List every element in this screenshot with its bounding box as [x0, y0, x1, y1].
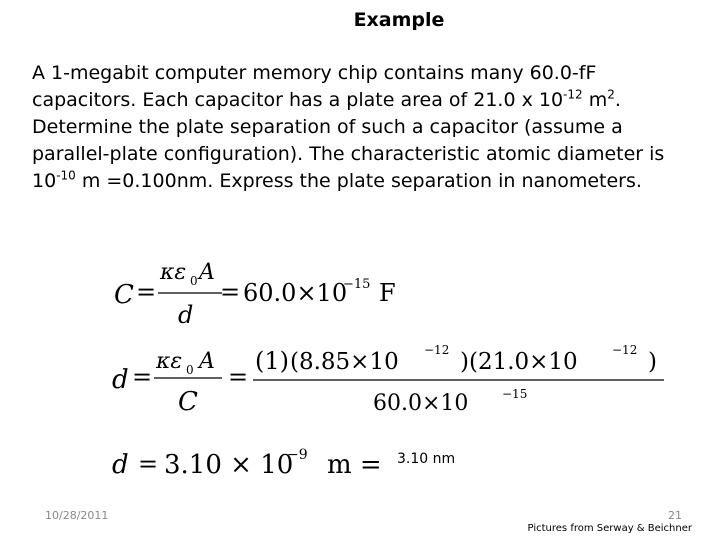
eq2-factor-1: (1)	[255, 347, 289, 375]
problem-text-part: . Determine the plate separation of such a capacitor (assume a parallel-plate configuration). The characteristic atomic diameter is 10	[32, 89, 665, 192]
eq1-denominator: d	[178, 301, 194, 329]
slide-title: Example	[353, 9, 445, 31]
eq2-equals-2: =	[228, 363, 249, 391]
eq1-sub0: 0	[190, 274, 198, 288]
exponent: -12	[563, 87, 583, 102]
eq2-factor-close: )	[648, 349, 657, 375]
eq1-equals: =	[136, 278, 157, 306]
footer-date: 10/28/2011	[45, 509, 109, 522]
page-number: 21	[668, 509, 682, 522]
footer-credit: Pictures from Serway & Beichner	[527, 523, 692, 534]
exponent: -10	[56, 168, 76, 183]
eq3-lhs: d	[112, 450, 129, 480]
eq1-numerator: κε	[160, 260, 187, 285]
result-value: 3.10 nm	[397, 451, 456, 467]
eq2-numerator-a: A	[199, 349, 215, 374]
equation-result	[112, 447, 382, 480]
problem-text-part: A 1-megabit computer memory chip contains many 60.0-fF capacitors. Each capacitor has a plate area of 21.0 x 10	[32, 62, 597, 111]
eq2-sub0: 0	[186, 363, 194, 377]
eq2-denominator-value: 60.0×10	[373, 391, 469, 416]
eq1-unit: F	[379, 279, 396, 307]
eq2-factor-3: )(21.0×10	[460, 349, 578, 375]
eq1-numerator-a: A	[199, 260, 215, 285]
eq3-equals: =	[138, 450, 159, 478]
problem-text-part: m =0.100nm. Express the plate separation in nanometers.	[75, 170, 642, 192]
eq1-lhs: C	[114, 280, 134, 310]
equation-separation	[112, 343, 664, 417]
exponent: 2	[607, 87, 615, 102]
equation-capacitance	[114, 260, 396, 329]
eq1-value: 60.0×10	[243, 279, 348, 307]
eq1-equals-2: =	[220, 278, 241, 306]
eq3-exponent: −9	[287, 447, 308, 463]
eq2-lhs: d	[112, 365, 129, 395]
eq3-unit: m =	[327, 450, 382, 480]
eq2-equals: =	[132, 363, 153, 391]
eq2-exponent-2: −12	[424, 343, 450, 357]
eq1-exponent: −15	[343, 277, 371, 292]
eq2-denominator-exponent: −15	[502, 387, 528, 401]
eq2-factor-2: (8.85×10	[290, 349, 399, 375]
eq2-numerator: κε	[156, 349, 183, 374]
problem-text-part: m	[582, 89, 608, 111]
eq2-denominator: C	[178, 387, 198, 417]
eq3-value: 3.10 × 10	[164, 450, 294, 480]
eq2-exponent-3: −12	[612, 343, 638, 357]
